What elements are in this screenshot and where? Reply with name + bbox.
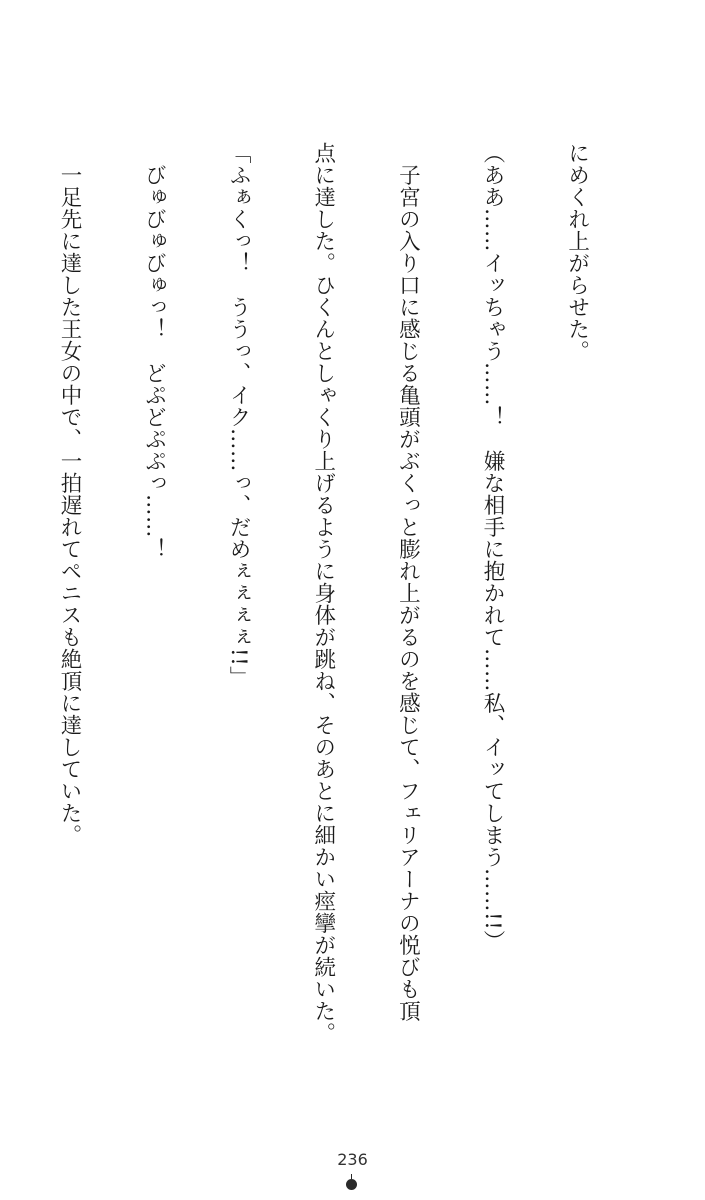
text-line: 点に達した。ひくんとしゃくり上げるように身体が跳ね、そのあとに細かい痙攣が続いた。 <box>310 142 336 1044</box>
text-line: 一足先に達した王女の中で、一拍遅れてペニスも絶頂に達していた。 <box>56 142 82 846</box>
text-line: （ああ……イッちゃう……！ 嫌な相手に抱かれて……私、イッてしまう……!!） <box>479 142 505 953</box>
page-number: 236 <box>337 1150 368 1169</box>
text-line: びゅびゅびゅっ！ どぷどぷぷっ……！ <box>141 142 167 560</box>
text-line: にめくれ上がらせた。 <box>564 142 590 362</box>
text-line: 「ふぁくっ！ ううっ、イク……っ、だめぇぇぇぇ!!」 <box>226 142 252 689</box>
page-ornament-icon <box>346 1179 357 1190</box>
vertical-body-text <box>47 142 647 1082</box>
text-line: 子宮の入り口に感じる亀頭がぶくっと膨れ上がるのを感じて、フェリアーナの悦びも頂 <box>395 142 421 1022</box>
